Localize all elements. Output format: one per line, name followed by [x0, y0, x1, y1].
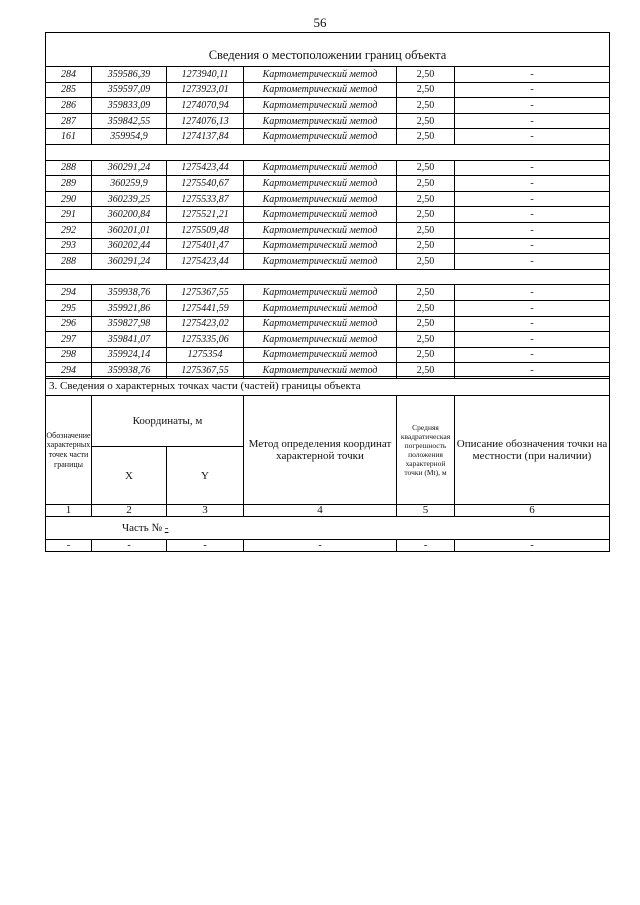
accuracy: 2,50 — [397, 316, 455, 332]
table-row — [46, 113, 610, 129]
point-number: 284 — [46, 67, 92, 83]
table-row — [46, 129, 610, 145]
point-number: 294 — [46, 285, 92, 301]
coord-y: 1273940,11 — [167, 67, 244, 83]
coord-y: 1275401,47 — [167, 238, 244, 254]
accuracy: 2,50 — [397, 129, 455, 145]
column-number: 6 — [455, 505, 610, 517]
separator-cell — [46, 144, 610, 160]
coord-x: 359954,9 — [92, 129, 167, 145]
accuracy: 2,50 — [397, 98, 455, 114]
table-row — [46, 222, 610, 238]
table-row — [46, 191, 610, 207]
description: - — [455, 347, 610, 363]
empty-cell: - — [455, 540, 610, 552]
accuracy: 2,50 — [397, 254, 455, 270]
coord-x: 360259,9 — [92, 176, 167, 192]
coord-x: 359921,86 — [92, 300, 167, 316]
method: Картометрический метод — [244, 129, 397, 145]
table-row — [46, 82, 610, 98]
table-row — [46, 238, 610, 254]
coord-y: 1275509,48 — [167, 222, 244, 238]
table-row — [46, 300, 610, 316]
accuracy: 2,50 — [397, 332, 455, 348]
coord-x: 360201,01 — [92, 222, 167, 238]
coord-x: 359833,09 — [92, 98, 167, 114]
point-number: 295 — [46, 300, 92, 316]
coord-y: 1275423,02 — [167, 316, 244, 332]
description: - — [455, 332, 610, 348]
accuracy: 2,50 — [397, 160, 455, 176]
method: Картометрический метод — [244, 285, 397, 301]
table-row — [46, 98, 610, 114]
coord-y: 1275533,87 — [167, 191, 244, 207]
description: - — [455, 363, 610, 379]
accuracy: 2,50 — [397, 82, 455, 98]
section-title: Сведения о местоположении границ объекта — [46, 33, 610, 67]
coord-x: 360239,25 — [92, 191, 167, 207]
table-row — [46, 160, 610, 176]
point-number: 288 — [46, 254, 92, 270]
point-number: 296 — [46, 316, 92, 332]
empty-cell: - — [92, 540, 167, 552]
method: Картометрический метод — [244, 254, 397, 270]
accuracy: 2,50 — [397, 191, 455, 207]
description: - — [455, 285, 610, 301]
part-points-table — [45, 376, 610, 552]
coord-y: 1275521,21 — [167, 207, 244, 223]
coord-x: 359586,39 — [92, 67, 167, 83]
coord-x: 359827,98 — [92, 316, 167, 332]
coord-y: 1275335,06 — [167, 332, 244, 348]
method: Картометрический метод — [244, 176, 397, 192]
header-method: Метод определения координат характерной точки — [244, 396, 397, 505]
coord-y: 1275540,67 — [167, 176, 244, 192]
description: - — [455, 238, 610, 254]
header-description: Описание обозначения точки на местности (при наличии) — [455, 396, 610, 505]
coord-x: 359597,09 — [92, 82, 167, 98]
description: - — [455, 254, 610, 270]
accuracy: 2,50 — [397, 207, 455, 223]
column-number: 4 — [244, 505, 397, 517]
point-number: 292 — [46, 222, 92, 238]
location-table — [45, 32, 610, 379]
column-number: 2 — [92, 505, 167, 517]
coord-x: 359924,14 — [92, 347, 167, 363]
empty-cell: - — [167, 540, 244, 552]
accuracy: 2,50 — [397, 176, 455, 192]
table-row — [46, 332, 610, 348]
coord-x: 360291,24 — [92, 160, 167, 176]
coord-y: 1275367,55 — [167, 363, 244, 379]
table-row — [46, 285, 610, 301]
point-number: 287 — [46, 113, 92, 129]
point-number: 294 — [46, 363, 92, 379]
coord-y: 1275367,55 — [167, 285, 244, 301]
coord-y: 1275423,44 — [167, 160, 244, 176]
description: - — [455, 160, 610, 176]
coord-y: 1275441,59 — [167, 300, 244, 316]
method: Картометрический метод — [244, 316, 397, 332]
table-row — [46, 176, 610, 192]
description: - — [455, 129, 610, 145]
coord-x: 359938,76 — [92, 285, 167, 301]
section-title: 3. Сведения о характерных точках части (частей) границы объекта — [46, 377, 610, 396]
column-number: 5 — [397, 505, 455, 517]
separator-cell — [46, 269, 610, 285]
description: - — [455, 316, 610, 332]
coord-y: 1274137,84 — [167, 129, 244, 145]
method: Картометрический метод — [244, 160, 397, 176]
column-number: 3 — [167, 505, 244, 517]
table-row — [46, 347, 610, 363]
point-number: 298 — [46, 347, 92, 363]
method: Картометрический метод — [244, 191, 397, 207]
part-label: Часть № — [122, 522, 162, 534]
coord-y: 1275423,44 — [167, 254, 244, 270]
point-number: 297 — [46, 332, 92, 348]
coord-x: 359938,76 — [92, 363, 167, 379]
group-separator — [46, 144, 610, 160]
method: Картометрический метод — [244, 222, 397, 238]
table-row — [46, 207, 610, 223]
coord-y: 1273923,01 — [167, 82, 244, 98]
empty-cell: - — [46, 540, 92, 552]
table-row — [46, 254, 610, 270]
point-number: 289 — [46, 176, 92, 192]
empty-cell: - — [397, 540, 455, 552]
accuracy: 2,50 — [397, 67, 455, 83]
accuracy: 2,50 — [397, 300, 455, 316]
description: - — [455, 300, 610, 316]
part-label-cell — [46, 517, 610, 540]
coord-x: 360291,24 — [92, 254, 167, 270]
point-number: 291 — [46, 207, 92, 223]
header-coordinates: Координаты, м — [92, 396, 244, 447]
point-number: 161 — [46, 129, 92, 145]
coord-x: 359841,07 — [92, 332, 167, 348]
page-number: 56 — [313, 15, 327, 30]
coord-y: 1274076,13 — [167, 113, 244, 129]
point-number: 285 — [46, 82, 92, 98]
description: - — [455, 191, 610, 207]
empty-cell: - — [244, 540, 397, 552]
accuracy: 2,50 — [397, 363, 455, 379]
description: - — [455, 222, 610, 238]
description: - — [455, 207, 610, 223]
description: - — [455, 67, 610, 83]
header-point: Обозначение характерных точек части границы — [46, 396, 92, 505]
coord-x: 359842,55 — [92, 113, 167, 129]
header-y: Y — [167, 447, 244, 505]
point-number: 286 — [46, 98, 92, 114]
point-number: 290 — [46, 191, 92, 207]
accuracy: 2,50 — [397, 238, 455, 254]
coord-x: 360200,84 — [92, 207, 167, 223]
accuracy: 2,50 — [397, 347, 455, 363]
method: Картометрический метод — [244, 238, 397, 254]
table-row — [46, 67, 610, 83]
method: Картометрический метод — [244, 82, 397, 98]
header-accuracy: Средняя квадратическая погрешность положения характерной точки (Мt), м — [397, 396, 455, 505]
description: - — [455, 82, 610, 98]
coord-y: 1274070,94 — [167, 98, 244, 114]
part-number: - — [164, 522, 169, 534]
method: Картометрический метод — [244, 113, 397, 129]
table-row — [46, 316, 610, 332]
description: - — [455, 176, 610, 192]
method: Картометрический метод — [244, 300, 397, 316]
coord-y: 1275354 — [167, 347, 244, 363]
method: Картометрический метод — [244, 67, 397, 83]
column-number: 1 — [46, 505, 92, 517]
method: Картометрический метод — [244, 363, 397, 379]
header-x: X — [92, 447, 167, 505]
accuracy: 2,50 — [397, 222, 455, 238]
group-separator — [46, 269, 610, 285]
point-number: 288 — [46, 160, 92, 176]
description: - — [455, 98, 610, 114]
accuracy: 2,50 — [397, 113, 455, 129]
method: Картометрический метод — [244, 332, 397, 348]
description: - — [455, 113, 610, 129]
point-number: 293 — [46, 238, 92, 254]
coord-x: 360202,44 — [92, 238, 167, 254]
method: Картометрический метод — [244, 98, 397, 114]
accuracy: 2,50 — [397, 285, 455, 301]
method: Картометрический метод — [244, 347, 397, 363]
method: Картометрический метод — [244, 207, 397, 223]
